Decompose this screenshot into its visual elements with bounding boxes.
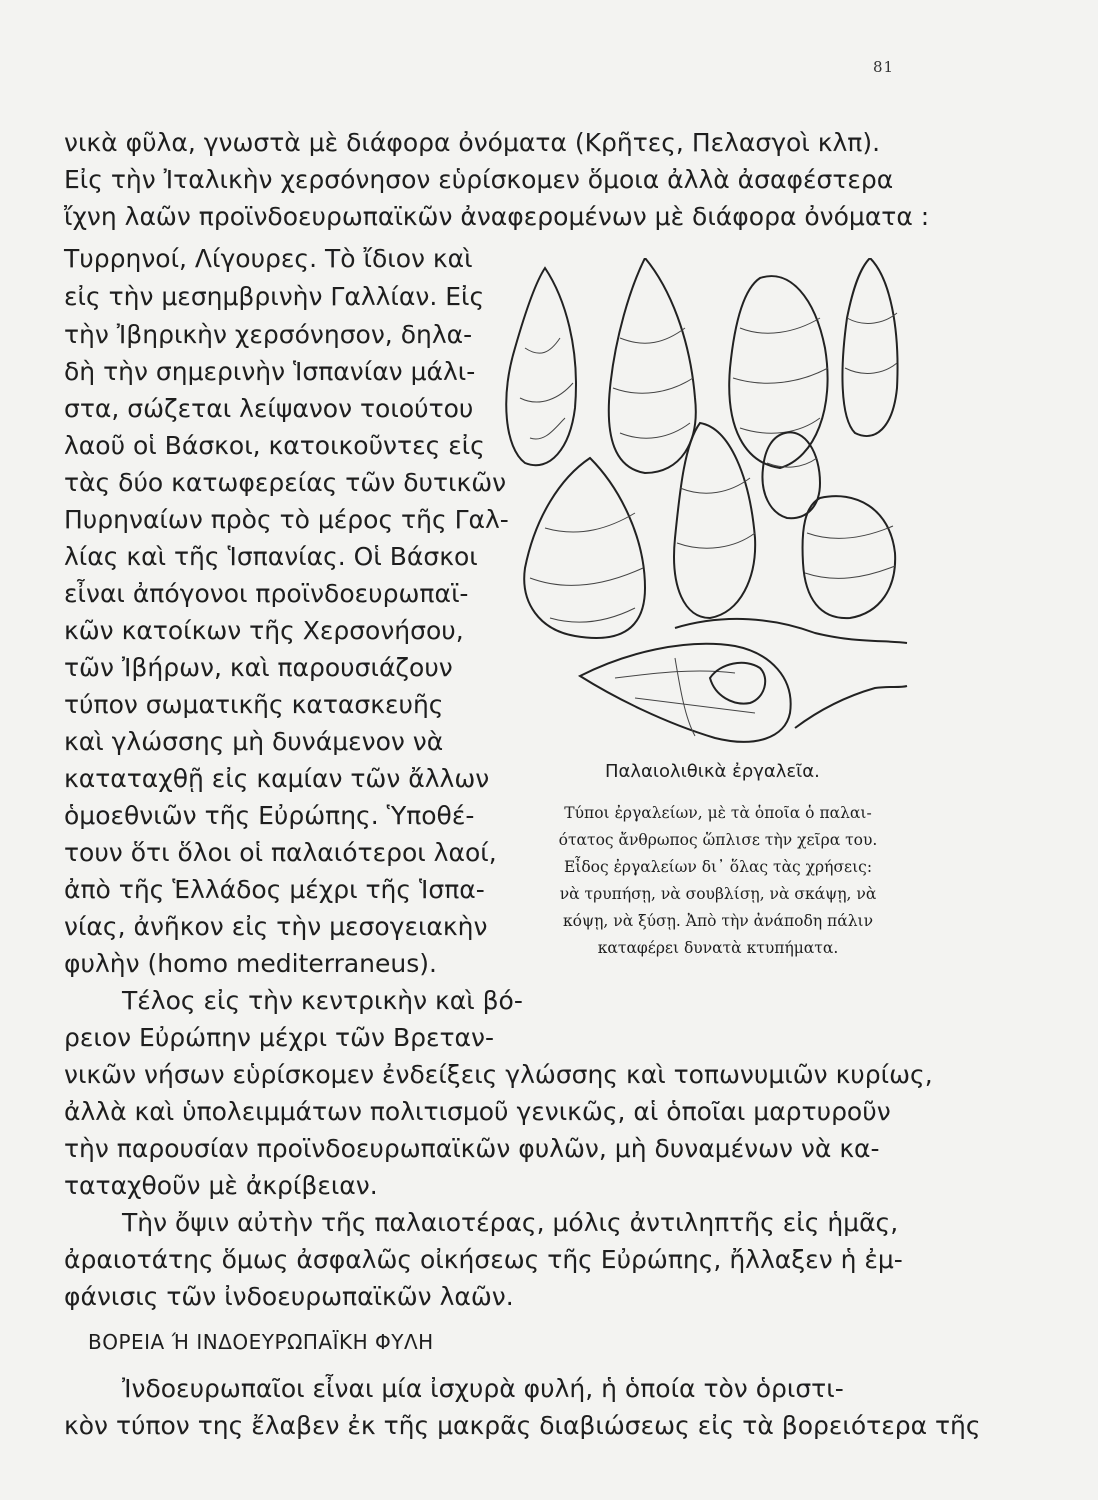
text-line: τουν ὅτι ὅλοι οἱ παλαιότεροι λαοί, bbox=[64, 838, 497, 867]
text-line: δὴ τὴν σημερινὴν Ἱσπανίαν μάλι- bbox=[64, 357, 476, 386]
hand-axe-drawing bbox=[609, 258, 696, 473]
text-line: νικὰ φῦλα, γνωστὰ μὲ διάφορα ὀνόματα (Κρῆτες, Πελασγοὶ κλπ). bbox=[64, 128, 881, 157]
text-line: τὰς δύο κατωφερείας τῶν δυτικῶν bbox=[64, 468, 507, 497]
text-line: ὁμοεθνιῶν τῆς Εὐρώπης. Ὑποθέ- bbox=[64, 801, 475, 830]
text-line: ἀπὸ τῆς Ἑλλάδος μέχρι τῆς Ἱσπα- bbox=[64, 875, 485, 904]
text-line: Τὴν ὄψιν αὐτὴν τῆς παλαιοτέρας, μόλις ἀντιληπτῆς εἰς ἡμᾶς, bbox=[122, 1208, 899, 1237]
palaeolithic-tools-illustration bbox=[495, 258, 915, 748]
section-heading: ΒΟΡΕΙΑ Ή ΙΝΔΟΕΥΡΩΠΑΪΚΗ ΦΥΛΗ bbox=[88, 1330, 434, 1354]
text-line: στα, σώζεται λείψανον τοιούτου bbox=[64, 394, 474, 423]
hand-axe-drawing bbox=[524, 458, 645, 638]
hand-axe-drawing bbox=[506, 268, 576, 465]
caption-line: Τύποι ἐργαλείων, μὲ τὰ ὁποῖα ὁ παλαι- bbox=[564, 804, 872, 822]
text-line: τὴν Ἰβηρικὴν χερσόνησον, δηλα- bbox=[64, 320, 473, 349]
text-line: νίας, ἀνῆκον εἰς τὴν μεσογειακὴν bbox=[64, 912, 488, 941]
text-line: νικῶν νήσων εὑρίσκομεν ἐνδείξεις γλώσσης καὶ τοπωνυμιῶν κυρίως, bbox=[64, 1060, 933, 1089]
text-line: τὴν παρουσίαν προϊνδοευρωπαϊκῶν φυλῶν, μὴ δυναμένων νὰ κα- bbox=[64, 1134, 880, 1163]
caption-line: ότατος ἄνθρωπος ὥπλισε τὴν χεῖρα του. bbox=[558, 831, 878, 849]
text-line: ἀλλὰ καὶ ὑπολειμμάτων πολιτισμοῦ γενικῶς, αἱ ὁποῖαι μαρτυροῦν bbox=[64, 1097, 891, 1126]
text-line: τῶν Ἰβήρων, καὶ παρουσιάζουν bbox=[64, 653, 453, 682]
hand-axe-drawing bbox=[729, 276, 827, 468]
caption-title: Παλαιολιθικὰ ἐργαλεῖα. bbox=[605, 761, 820, 782]
text-line: φάνισις τῶν ἰνδοευρωπαϊκῶν λαῶν. bbox=[64, 1282, 514, 1311]
text-line: εἰς τὴν μεσημβρινὴν Γαλλίαν. Εἰς bbox=[64, 282, 485, 311]
text-line: Τυρρηνοί, Λίγουρες. Τὸ ἴδιον καὶ bbox=[64, 244, 473, 273]
hand-axe-drawing bbox=[842, 258, 897, 436]
caption-line: καταφέρει δυνατὰ κτυπήματα. bbox=[597, 939, 839, 957]
text-line: εἶναι ἀπόγονοι προϊνδοευρωπαϊ- bbox=[64, 579, 469, 608]
caption-body bbox=[498, 800, 938, 962]
caption-line: νὰ τρυπήσῃ, νὰ σουβλίσῃ, νὰ σκάψῃ, νὰ bbox=[559, 885, 877, 903]
text-line: ρειον Εὐρώπην μέχρι τῶν Βρεταν- bbox=[64, 1023, 495, 1052]
text-line: Πυρηναίων πρὸς τὸ μέρος τῆς Γαλ- bbox=[64, 505, 509, 534]
text-line: λίας καὶ τῆς Ἱσπανίας. Οἱ Βάσκοι bbox=[64, 542, 478, 571]
text-line: Εἰς τὴν Ἰταλικὴν χερσόνησον εὑρίσκομεν ὅμοια ἀλλὰ ἀσαφέστερα bbox=[64, 165, 894, 194]
hand-axe-drawing bbox=[580, 644, 791, 742]
text-line: καταταχθῇ εἰς καμίαν τῶν ἄλλων bbox=[64, 764, 490, 793]
page-number: 81 bbox=[873, 58, 895, 76]
text-line: Ἰνδοευρωπαῖοι εἶναι μία ἰσχυρὰ φυλή, ἡ ὁποία τὸν ὁριστι- bbox=[122, 1374, 844, 1403]
text-line: φυλὴν (homo mediterraneus). bbox=[64, 949, 437, 978]
hand-axe-drawing bbox=[803, 496, 896, 618]
text-line: κὸν τύπον της ἔλαβεν ἐκ τῆς μακρᾶς διαβιώσεως εἰς τὰ βορειότερα τῆς bbox=[64, 1411, 981, 1440]
text-line: ταταχθοῦν μὲ ἀκρίβειαν. bbox=[64, 1171, 378, 1200]
caption-line: Εἶδος ἐργαλείων δι᾽ ὅλας τὰς χρήσεις: bbox=[563, 858, 873, 876]
text-line: καὶ γλώσσης μὴ δυνάμενον νὰ bbox=[64, 727, 444, 756]
text-line: λαοῦ οἱ Βάσκοι, κατοικοῦντες εἰς bbox=[64, 431, 485, 460]
text-line: ἀραιοτάτης ὅμως ἀσφαλῶς οἰκήσεως τῆς Εὐρώπης, ἤλλαξεν ἡ ἐμ- bbox=[64, 1245, 903, 1274]
text-line: Τέλος εἰς τὴν κεντρικὴν καὶ βό- bbox=[122, 986, 523, 1015]
text-line: κῶν κατοίκων τῆς Χερσονήσου, bbox=[64, 616, 464, 645]
text-line: τύπον σωματικῆς κατασκευῆς bbox=[64, 690, 444, 719]
text-line: ἴχνη λαῶν προϊνδοευρωπαϊκῶν ἀναφερομένων μὲ διάφορα ὀνόματα : bbox=[64, 202, 930, 231]
caption-line: κόψῃ, νὰ ξύσῃ. Ἀπὸ τὴν ἀνάποδη πάλιν bbox=[562, 912, 874, 930]
